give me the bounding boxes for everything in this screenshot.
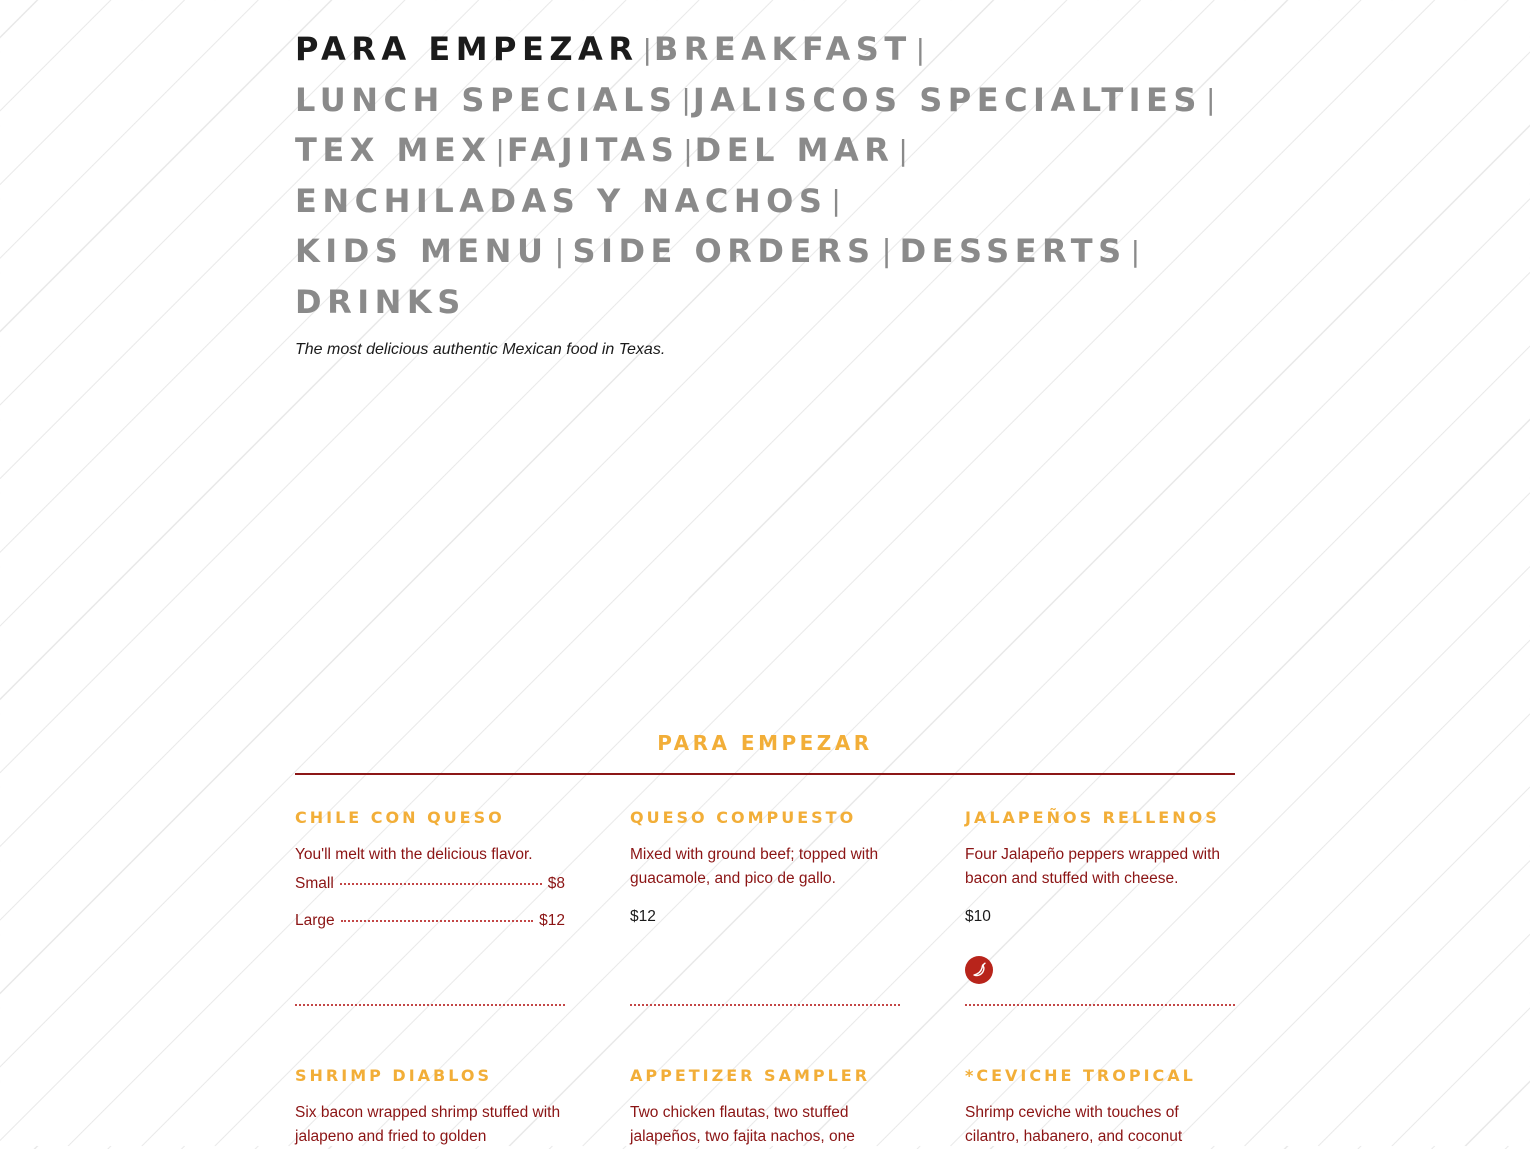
chili-pepper-icon <box>965 956 993 984</box>
menu-item-shrimp-diablos <box>295 1066 565 1149</box>
nav-separator: | <box>683 133 693 167</box>
section-divider <box>295 773 1235 775</box>
nav-separator: | <box>554 233 565 269</box>
menu-item-queso-compuesto <box>630 808 900 926</box>
item-name: JALAPEÑOS RELLENOS <box>965 808 1220 827</box>
nav-separator: | <box>1130 234 1141 268</box>
nav-tex-mex[interactable]: TEX MEX <box>295 131 492 170</box>
menu-item-chile-con-queso <box>295 808 565 949</box>
item-description: Mixed with ground beef; topped with guacamole, and pico de gallo. <box>630 846 879 887</box>
menu-item-appetizer-sampler <box>630 1066 900 1149</box>
nav-para-empezar[interactable]: PARA EMPEZAR <box>295 30 639 69</box>
nav-desserts[interactable]: DESSERTS <box>899 232 1127 271</box>
item-price: $10 <box>965 908 991 925</box>
nav-separator: | <box>881 233 892 269</box>
menu-item-ceviche-tropical <box>965 1066 1235 1149</box>
nav-line-1 <box>295 24 1235 75</box>
price-label: Small <box>295 875 334 892</box>
price-row <box>295 875 565 912</box>
nav-separator: | <box>681 83 691 117</box>
page-content <box>295 0 1235 1145</box>
nav-line-6 <box>295 277 1235 328</box>
item-description: Four Jalapeño peppers wrapped with bacon and stuffed with cheese. <box>965 846 1221 887</box>
nav-separator: | <box>831 184 841 218</box>
price-value: $8 <box>547 875 565 892</box>
item-name: *CEVICHE TROPICAL <box>965 1066 1196 1085</box>
nav-separator: | <box>898 133 908 167</box>
item-divider <box>295 1004 565 1006</box>
nav-drinks[interactable]: DRINKS <box>295 282 466 321</box>
price-value: $12 <box>539 912 565 929</box>
nav-line-5 <box>295 226 1235 277</box>
item-divider <box>630 1004 900 1006</box>
nav-separator: | <box>1205 83 1216 117</box>
nav-enchiladas-y-nachos[interactable]: ENCHILADAS Y NACHOS <box>295 181 828 220</box>
menu-item-jalapenos-rellenos <box>965 808 1235 926</box>
price-row <box>295 912 565 949</box>
nav-line-2 <box>295 75 1235 126</box>
price-label: Large <box>295 912 335 929</box>
nav-separator: | <box>495 133 505 167</box>
nav-fajitas[interactable]: FAJITAS <box>506 131 680 170</box>
nav-line-4 <box>295 176 1235 227</box>
tagline: The most delicious authentic Mexican food in Texas. <box>295 341 666 358</box>
nav-separator: | <box>642 32 652 66</box>
nav-side-orders[interactable]: SIDE ORDERS <box>572 232 876 271</box>
nav-kids-menu[interactable]: KIDS MENU <box>295 232 549 271</box>
item-name: CHILE CON QUESO <box>295 808 505 827</box>
nav-line-3 <box>295 125 1235 176</box>
item-description: Two chicken flautas, two stuffed jalapeños, two fajita nachos, one <box>630 1104 855 1145</box>
section-title: PARA EMPEZAR <box>657 731 873 755</box>
price-list <box>295 875 565 949</box>
item-name: SHRIMP DIABLOS <box>295 1066 492 1085</box>
item-divider <box>965 1004 1235 1006</box>
item-description: Six bacon wrapped shrimp stuffed with jalapeno and fried to golden <box>295 1104 561 1145</box>
nav-separator: | <box>915 32 926 66</box>
nav-del-mar[interactable]: DEL MAR <box>694 131 895 170</box>
nav-jaliscos-specialties[interactable]: JALISCOS SPECIALTIES <box>692 80 1202 119</box>
dot-leader <box>340 883 542 885</box>
item-description: Shrimp ceviche with touches of cilantro, habanero, and coconut <box>965 1104 1183 1145</box>
dot-leader <box>341 920 533 922</box>
item-description: You'll melt with the delicious flavor. <box>295 846 533 863</box>
item-price: $12 <box>630 908 656 925</box>
nav-breakfast[interactable]: BREAKFAST <box>653 30 912 69</box>
nav-lunch-specials[interactable]: LUNCH SPECIALS <box>295 80 678 119</box>
category-nav <box>295 24 1235 327</box>
item-name: APPETIZER SAMPLER <box>630 1066 871 1085</box>
item-name: QUESO COMPUESTO <box>630 808 857 827</box>
